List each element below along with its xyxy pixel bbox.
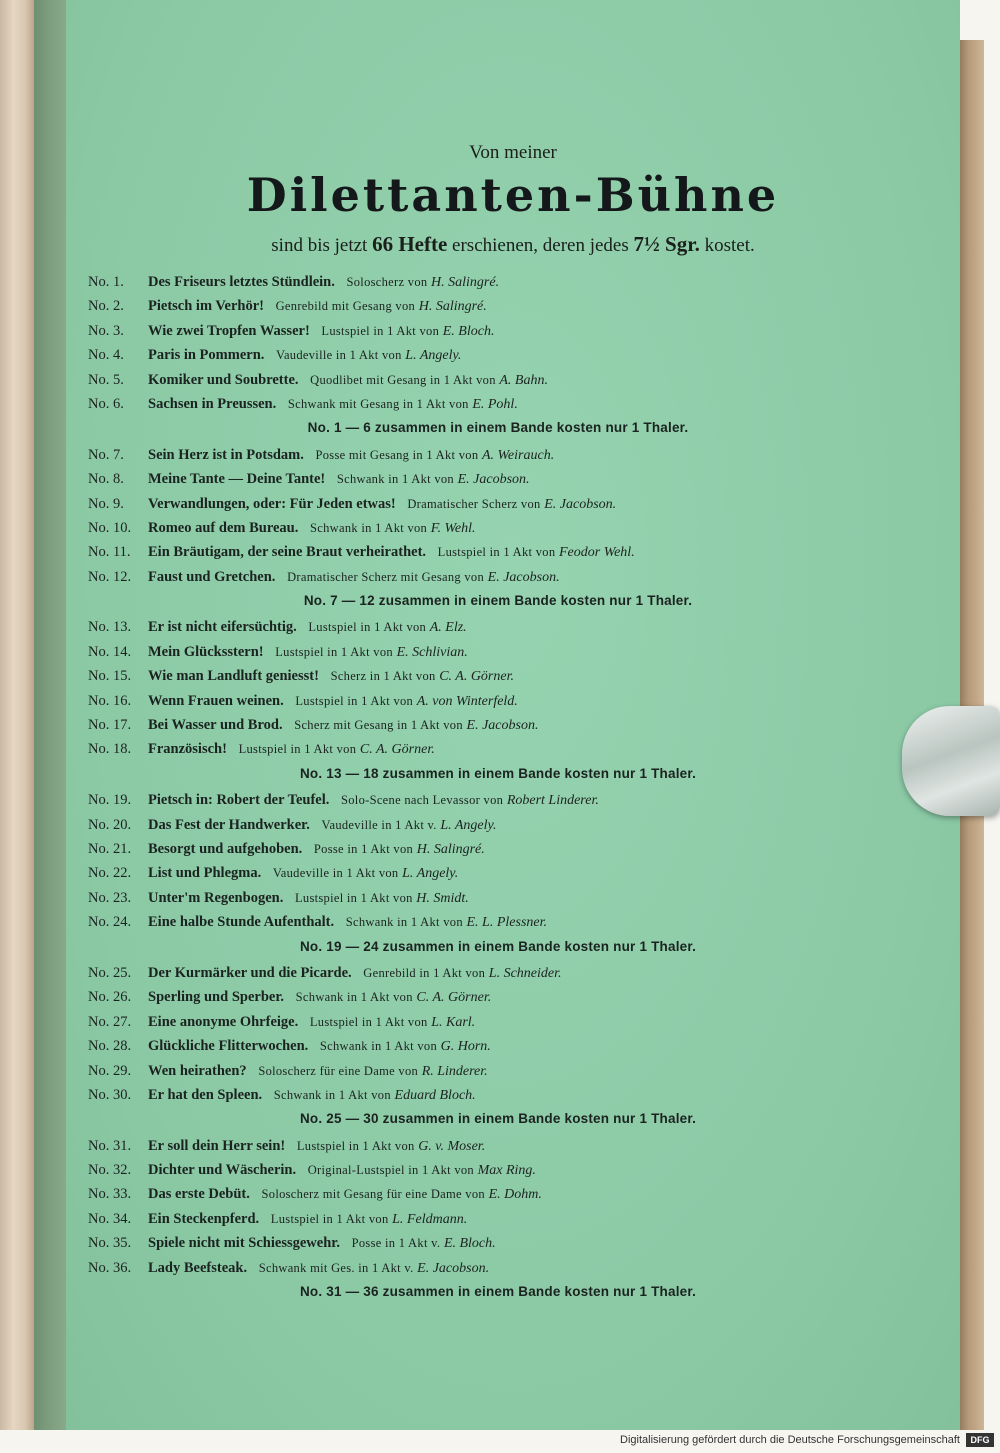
entry-title: Wenn Frauen weinen.: [148, 692, 284, 709]
header-intro: Von meiner: [469, 142, 557, 163]
entry-description: Genrebild mit Gesang von: [275, 299, 416, 314]
catalogue-entry: [88, 1010, 888, 1034]
catalogue-entry: [88, 1083, 888, 1107]
entry-number: No. 5.: [88, 371, 124, 388]
binding-hinge: [34, 0, 68, 1430]
entry-author: E. Jacobson.: [457, 472, 530, 488]
entry-author: C. A. Görner.: [359, 742, 435, 758]
entry-title: Mein Glücksstern!: [148, 643, 264, 660]
entry-title: Der Kurmärker und die Picarde.: [148, 964, 352, 981]
entry-number: No. 16.: [88, 692, 132, 709]
entry-description: Original-Lustspiel in 1 Akt von: [307, 1163, 474, 1178]
entry-author: A. Bahn.: [499, 372, 548, 388]
entry-title: Spiele nicht mit Schiessgewehr.: [148, 1235, 340, 1252]
entry-number: No. 1.: [88, 274, 124, 290]
catalogue-entry: [88, 985, 888, 1009]
group-summary: No. 31 — 36 zusammen in einem Bande kosten nur 1 Thaler.: [299, 1284, 697, 1300]
subline-pre: sind bis jetzt: [271, 235, 368, 256]
entry-description: Lustspiel in 1 Akt von: [308, 620, 427, 635]
entry-number: No. 2.: [88, 298, 124, 315]
entry-title: Eine halbe Stunde Aufenthalt.: [148, 914, 335, 931]
catalogue-entry: [88, 1059, 888, 1083]
catalogue-entry: [88, 1231, 888, 1255]
entry-title: Ein Bräutigam, der seine Braut verheirathet.: [148, 544, 427, 561]
entry-number: No. 27.: [88, 1013, 132, 1030]
entry-title: Eine anonyme Ohrfeige.: [148, 1013, 299, 1030]
entry-author: F. Wehl.: [430, 520, 476, 536]
entry-author: C. A. Görner.: [439, 669, 514, 685]
entry-description: Scherz mit Gesang in 1 Akt von: [294, 718, 463, 733]
entry-description: Schwank in 1 Akt von: [345, 915, 463, 930]
catalogue-entry: [88, 861, 888, 885]
entry-title: Unter'm Regenbogen.: [148, 889, 284, 906]
entry-number: No. 36.: [88, 1259, 132, 1276]
catalogue-list: [88, 270, 888, 1306]
entry-title: Bei Wasser und Brod.: [148, 717, 283, 734]
entry-number: No. 15.: [88, 668, 132, 685]
entry-title: Das erste Debüt.: [148, 1186, 250, 1203]
entry-description: Schwank mit Gesang in 1 Akt von: [287, 396, 469, 411]
catalogue-entry: [88, 713, 888, 737]
entry-number: No. 29.: [88, 1062, 132, 1079]
entry-title: Faust und Gretchen.: [148, 568, 276, 585]
entry-description: Lustspiel in 1 Akt von: [321, 323, 440, 338]
entry-title: Sachsen in Preussen.: [148, 395, 277, 412]
entry-description: Dramatischer Scherz mit Gesang von: [287, 569, 485, 584]
entry-number: No. 26.: [88, 989, 132, 1006]
catalogue-entry: [88, 1256, 888, 1280]
entry-title: Glückliche Flitterwochen.: [148, 1038, 309, 1055]
group-summary: No. 19 — 24 zusammen in einem Bande kosten nur 1 Thaler.: [299, 938, 697, 954]
entry-description: Lustspiel in 1 Akt von: [294, 890, 413, 905]
entry-description: Schwank mit Ges. in 1 Akt v.: [258, 1260, 414, 1275]
entry-description: Lustspiel in 1 Akt von: [309, 1014, 428, 1029]
entry-author: E. Schlivian.: [396, 644, 468, 660]
hefte-count: 66 Hefte: [372, 232, 448, 256]
entry-number: No. 18.: [88, 741, 132, 758]
catalogue-entry: [88, 1034, 888, 1058]
entry-title: Er soll dein Herr sein!: [148, 1137, 286, 1154]
entry-description: Lustspiel in 1 Akt von: [270, 1211, 389, 1226]
entry-author: E. Dohm.: [488, 1187, 542, 1203]
catalogue-entry: [88, 319, 888, 343]
entry-number: No. 4.: [88, 347, 124, 364]
entry-author: L. Angely.: [402, 866, 459, 882]
entry-description: Schwank in 1 Akt von: [273, 1087, 391, 1102]
catalogue-entry: [88, 689, 888, 713]
entry-number: No. 30.: [88, 1086, 132, 1103]
entry-description: Lustspiel in 1 Akt von: [275, 644, 393, 659]
catalogue-entry: [88, 910, 888, 934]
entry-number: No. 6.: [88, 395, 124, 412]
catalogue-entry: [88, 1182, 888, 1206]
entry-author: Robert Linderer.: [506, 793, 599, 809]
entry-title: Er ist nicht eifersüchtig.: [148, 619, 297, 636]
entry-author: C. A. Görner.: [416, 990, 492, 1006]
entry-author: E. Jacobson.: [417, 1260, 490, 1276]
entry-title: Romeo auf dem Bureau.: [148, 519, 299, 536]
catalogue-entry: [88, 961, 888, 985]
entry-title: Komiker und Soubrette.: [148, 371, 299, 388]
entry-title: Paris in Pommern.: [148, 347, 265, 364]
entry-title: Besorgt und aufgehoben.: [148, 840, 303, 857]
catalogue-entry: [88, 540, 888, 564]
catalogue-entry: [88, 664, 888, 688]
entry-description: Lustspiel in 1 Akt von: [295, 693, 414, 708]
entry-number: No. 34.: [88, 1210, 132, 1227]
dfg-logo: DFG: [966, 1433, 994, 1447]
book-spine: [0, 0, 34, 1430]
entry-description: Soloscherz mit Gesang für eine Dame von: [261, 1187, 485, 1202]
entry-author: L. Schneider.: [488, 965, 562, 981]
entry-number: No. 8.: [88, 471, 124, 488]
entry-description: Lustspiel in 1 Akt von: [437, 545, 556, 560]
entry-title: Verwandlungen, oder: Für Jeden etwas!: [148, 495, 396, 512]
entry-number: No. 20.: [88, 816, 132, 833]
subline-post: kostet.: [704, 235, 755, 256]
catalogue-entry: [88, 788, 888, 812]
entry-description: Vaudeville in 1 Akt v.: [321, 817, 437, 832]
entry-description: Schwank in 1 Akt von: [336, 472, 454, 487]
catalogue-entry: [88, 640, 888, 664]
entry-number: No. 3.: [88, 322, 124, 339]
entry-author: A. Elz.: [429, 620, 467, 636]
catalogue-entry: [88, 886, 888, 910]
entry-title: Wen heirathen?: [148, 1062, 247, 1079]
entry-title: Pietsch im Verhör!: [148, 298, 264, 315]
group-summary: No. 7 — 12 zusammen in einem Bande kosten nur 1 Thaler.: [303, 593, 693, 609]
entry-description: Soloscherz von: [346, 275, 428, 289]
entry-description: Genrebild in 1 Akt von: [363, 965, 486, 980]
entry-description: Soloscherz für eine Dame von: [258, 1063, 419, 1078]
entry-title: Wie zwei Tropfen Wasser!: [148, 322, 310, 339]
entry-number: No. 11.: [88, 544, 131, 561]
page-title: Dilettanten-Bühne: [246, 168, 780, 222]
entry-title: List und Phlegma.: [148, 865, 262, 882]
page-clip: [902, 706, 1000, 816]
entry-title: Französisch!: [148, 741, 227, 758]
entry-author: E. L. Plessner.: [466, 915, 547, 931]
entry-description: Posse in 1 Akt von: [313, 841, 414, 856]
entry-author: A. von Winterfeld.: [416, 693, 518, 709]
catalogue-entry: [88, 492, 888, 516]
entry-number: No. 31.: [88, 1137, 132, 1154]
catalogue-entry: [88, 737, 888, 761]
entry-number: No. 12.: [88, 568, 132, 585]
entry-description: Schwank in 1 Akt von: [295, 990, 413, 1005]
entry-author: Max Ring.: [477, 1163, 536, 1179]
catalogue-entry: [88, 467, 888, 491]
entry-author: E. Jacobson.: [487, 569, 560, 585]
group-summary: No. 25 — 30 zusammen in einem Bande kosten nur 1 Thaler.: [299, 1111, 697, 1127]
entry-number: No. 7.: [88, 446, 124, 463]
catalogue-entry: [88, 270, 888, 294]
entry-author: L. Angely.: [440, 817, 497, 833]
entry-number: No. 23.: [88, 889, 132, 906]
entry-author: G. v. Moser.: [418, 1138, 486, 1154]
entry-author: R. Linderer.: [421, 1063, 488, 1079]
entry-number: No. 28.: [88, 1038, 132, 1055]
entry-number: No. 33.: [88, 1186, 132, 1203]
catalogue-entry: [88, 294, 888, 318]
digitization-credit: Digitalisierung gefördert durch die Deutsche Forschungsgemeinschaft: [620, 1434, 960, 1446]
entry-title: Das Fest der Handwerker.: [148, 816, 310, 833]
entry-description: Posse mit Gesang in 1 Akt von: [315, 447, 479, 462]
entry-author: A. Weirauch.: [482, 447, 555, 463]
catalogue-entry: [88, 1134, 888, 1158]
catalogue-entry: [88, 615, 888, 639]
entry-description: Lustspiel in 1 Akt von: [296, 1138, 415, 1153]
catalogue-entry: [88, 1207, 888, 1231]
catalogue-entry: [88, 392, 888, 416]
entry-description: Scherz in 1 Akt von: [330, 669, 436, 684]
entry-author: L. Feldmann.: [392, 1211, 468, 1227]
catalogue-entry: [88, 565, 888, 589]
entry-title: Wie man Landluft geniesst!: [148, 668, 319, 685]
entry-number: No. 17.: [88, 717, 132, 734]
entry-description: Vaudeville in 1 Akt von: [276, 348, 402, 363]
catalogue-entry: [88, 837, 888, 861]
catalogue-entry: [88, 368, 888, 392]
entry-title: Meine Tante — Deine Tante!: [148, 471, 326, 488]
entry-description: Schwank in 1 Akt von: [310, 520, 428, 535]
entry-title: Ein Steckenpferd.: [148, 1210, 260, 1227]
entry-author: H. Salingré.: [416, 841, 485, 857]
entry-author: E. Bloch.: [443, 1236, 496, 1252]
entry-number: No. 24.: [88, 914, 132, 931]
entry-description: Posse in 1 Akt v.: [351, 1236, 441, 1251]
catalogue-entry: [88, 516, 888, 540]
entry-author: E. Jacobson.: [466, 718, 539, 734]
entry-author: H. Smidt.: [416, 890, 469, 906]
entry-author: E. Bloch.: [442, 323, 495, 339]
entry-author: Feodor Wehl.: [559, 545, 635, 561]
entry-author: E. Pohl.: [472, 396, 518, 412]
header-subline: [66, 232, 960, 257]
entry-description: Lustspiel in 1 Akt von: [238, 742, 357, 757]
entry-author: L. Angely.: [405, 348, 462, 364]
catalogue-entry: [88, 1158, 888, 1182]
entry-description: Vaudeville in 1 Akt von: [272, 866, 399, 881]
price: 7½ Sgr.: [633, 232, 700, 256]
entry-author: H. Salingré.: [418, 299, 487, 315]
entry-title: Lady Beefsteak.: [148, 1259, 248, 1276]
catalogue-entry: [88, 343, 888, 367]
entry-number: No. 35.: [88, 1235, 132, 1252]
entry-author: H. Salingré.: [431, 275, 500, 290]
subline-mid: erschienen, deren jedes: [452, 235, 629, 256]
group-summary: No. 13 — 18 zusammen in einem Bande kosten nur 1 Thaler.: [299, 765, 697, 781]
entry-number: No. 21.: [88, 840, 132, 857]
entry-number: No. 10.: [88, 519, 132, 536]
catalogue-entry: [88, 443, 888, 467]
group-summary: No. 1 — 6 zusammen in einem Bande kosten nur 1 Thaler.: [307, 420, 689, 436]
entry-description: Quodlibet mit Gesang in 1 Akt von: [310, 372, 496, 387]
entry-number: No. 25.: [88, 964, 132, 981]
entry-description: Solo-Scene nach Levassor von: [341, 793, 504, 808]
entry-title: Sein Herz ist in Potsdam.: [148, 446, 304, 463]
entry-author: E. Jacobson.: [544, 496, 617, 512]
catalogue-entry: [88, 813, 888, 837]
entry-number: No. 14.: [88, 643, 132, 660]
entry-title: Sperling und Sperber.: [148, 989, 285, 1006]
entry-number: No. 22.: [88, 865, 132, 882]
entry-number: No. 32.: [88, 1162, 132, 1179]
entry-number: No. 19.: [88, 792, 132, 809]
entry-number: No. 9.: [88, 495, 124, 512]
entry-title: Dichter und Wäscherin.: [148, 1162, 297, 1179]
entry-author: Eduard Bloch.: [394, 1087, 476, 1103]
entry-description: Dramatischer Scherz von: [407, 496, 541, 511]
entry-description: Schwank in 1 Akt von: [319, 1039, 438, 1054]
entry-number: No. 13.: [88, 619, 132, 636]
entry-title: Pietsch in: Robert der Teufel.: [148, 792, 330, 809]
entry-title: Des Friseurs letztes Stündlein.: [148, 274, 335, 290]
entry-title: Er hat den Spleen.: [148, 1086, 263, 1103]
entry-author: L. Karl.: [431, 1014, 476, 1030]
entry-author: G. Horn.: [440, 1039, 491, 1055]
